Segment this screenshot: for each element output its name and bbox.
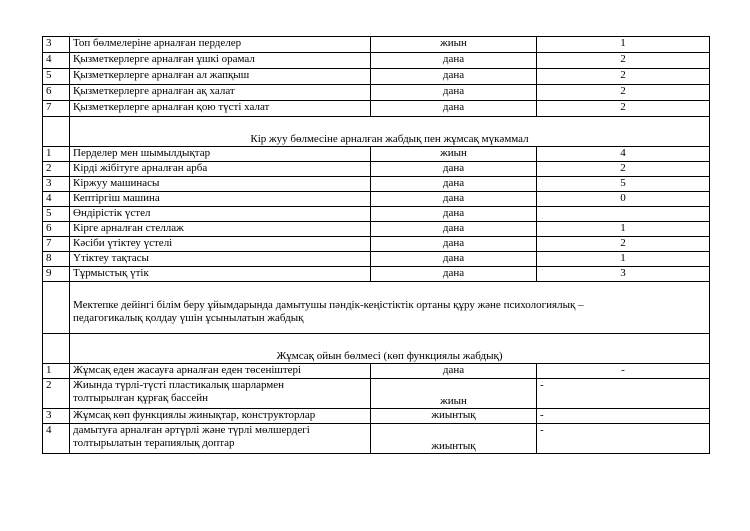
item-unit: дана [371,53,537,69]
row-number [43,334,70,364]
item-name: Кірге арналған стеллаж [70,222,371,237]
item-quantity: - [537,424,710,454]
item-unit: дана [371,364,537,379]
section-title-line: Мектепке дейінгі білім беру ұйымдарында дамытушы пәндік-кеңістіктік ортаны құру және психологиялық – [73,298,584,311]
item-unit: жиынтық [371,409,537,424]
item-name [70,379,371,409]
row-number: 6 [43,222,70,237]
item-name-line: Жиында түрлі-түсті пластикалық шарлармен [73,379,285,391]
row-number: 9 [43,267,70,282]
item-unit: жиын [371,147,537,162]
item-quantity: - [537,364,710,379]
item-unit: жиын [371,379,537,409]
item-quantity: 2 [537,85,710,101]
item-name: Кіржуу машинасы [70,177,371,192]
table-row [43,267,710,282]
table-row [43,53,710,69]
table-row [43,379,710,409]
item-quantity: 1 [537,222,710,237]
section-title-preschool [70,282,710,334]
item-name: Кәсіби үтіктеу үстелі [70,237,371,252]
row-number: 4 [43,53,70,69]
table-row [43,85,710,101]
item-quantity: 5 [537,177,710,192]
row-number: 4 [43,424,70,454]
item-unit: жиынтық [371,424,537,454]
item-name: Жұмсақ көп функциялы жинықтар, конструкторлар [70,409,371,424]
section-title-laundry: Кір жуу бөлмесіне арналған жабдық пен жұмсақ мүкәммал [70,117,710,147]
item-unit: дана [371,177,537,192]
section-header-row [43,334,710,364]
item-name-line: толтырылатын терапиялық доптар [73,437,235,449]
section-header-row [43,117,710,147]
section-title-line: педагогикалық қолдау үшін ұсынылатын жабдық [73,311,304,324]
table-row [43,237,710,252]
item-unit: дана [371,101,537,117]
table-row [43,222,710,237]
item-unit: дана [371,252,537,267]
table-row [43,162,710,177]
item-unit: дана [371,267,537,282]
row-number [43,282,70,334]
item-quantity: - [537,379,710,409]
row-number: 1 [43,147,70,162]
item-name: Жұмсақ еден жасауға арналған еден төсеніштері [70,364,371,379]
item-unit: дана [371,237,537,252]
item-name: Топ бөлмелеріне арналған перделер [70,37,371,53]
item-quantity: 2 [537,162,710,177]
row-number: 5 [43,69,70,85]
item-quantity: 1 [537,252,710,267]
row-number: 1 [43,364,70,379]
item-name: Үтіктеу тақтасы [70,252,371,267]
equipment-table [42,36,710,454]
row-number: 3 [43,177,70,192]
table-row [43,364,710,379]
row-number: 8 [43,252,70,267]
table-row [43,409,710,424]
item-unit: дана [371,222,537,237]
row-number: 5 [43,207,70,222]
row-number: 7 [43,237,70,252]
item-quantity: 2 [537,237,710,252]
table-row [43,37,710,53]
item-name: Тұрмыстық үтік [70,267,371,282]
item-name: Кірді жібітуге арналған арба [70,162,371,177]
table-row [43,147,710,162]
item-quantity: 2 [537,101,710,117]
row-number: 4 [43,192,70,207]
table-row [43,252,710,267]
table-row [43,424,710,454]
item-unit: жиын [371,37,537,53]
item-quantity: 0 [537,192,710,207]
item-quantity: 3 [537,267,710,282]
row-number: 2 [43,379,70,409]
table-row [43,101,710,117]
row-number: 7 [43,101,70,117]
item-quantity: - [537,409,710,424]
row-number [43,117,70,147]
table-row [43,69,710,85]
table-row [43,207,710,222]
item-unit: дана [371,69,537,85]
item-name: Өндірістік үстел [70,207,371,222]
item-name-line: дамытуға арналған әртүрлі және түрлі мөлшердегі [73,424,310,436]
item-unit: дана [371,207,537,222]
item-name: Қызметкерлерге арналған қою түсті халат [70,101,371,117]
item-name: Перделер мен шымылдықтар [70,147,371,162]
item-quantity: 2 [537,53,710,69]
table-row [43,192,710,207]
item-unit: дана [371,162,537,177]
row-number: 2 [43,162,70,177]
row-number: 6 [43,85,70,101]
item-quantity: 2 [537,69,710,85]
item-name: Қызметкерлерге арналған ақ халат [70,85,371,101]
item-name [70,424,371,454]
item-unit: дана [371,192,537,207]
row-number: 3 [43,409,70,424]
item-name: Қызметкерлерге арналған ал жапқыш [70,69,371,85]
section-header-row [43,282,710,334]
item-quantity: 4 [537,147,710,162]
item-name: Қызметкерлерге арналған ұшкі орамал [70,53,371,69]
item-unit: дана [371,85,537,101]
table-row [43,177,710,192]
section-title-softplay: Жұмсақ ойын бөлмесі (көп функциялы жабдық) [70,334,710,364]
item-quantity [537,207,710,222]
item-quantity: 1 [537,37,710,53]
item-name-line: толтырылған құрғақ бассейн [73,392,208,404]
row-number: 3 [43,37,70,53]
item-name: Кептіргіш машина [70,192,371,207]
